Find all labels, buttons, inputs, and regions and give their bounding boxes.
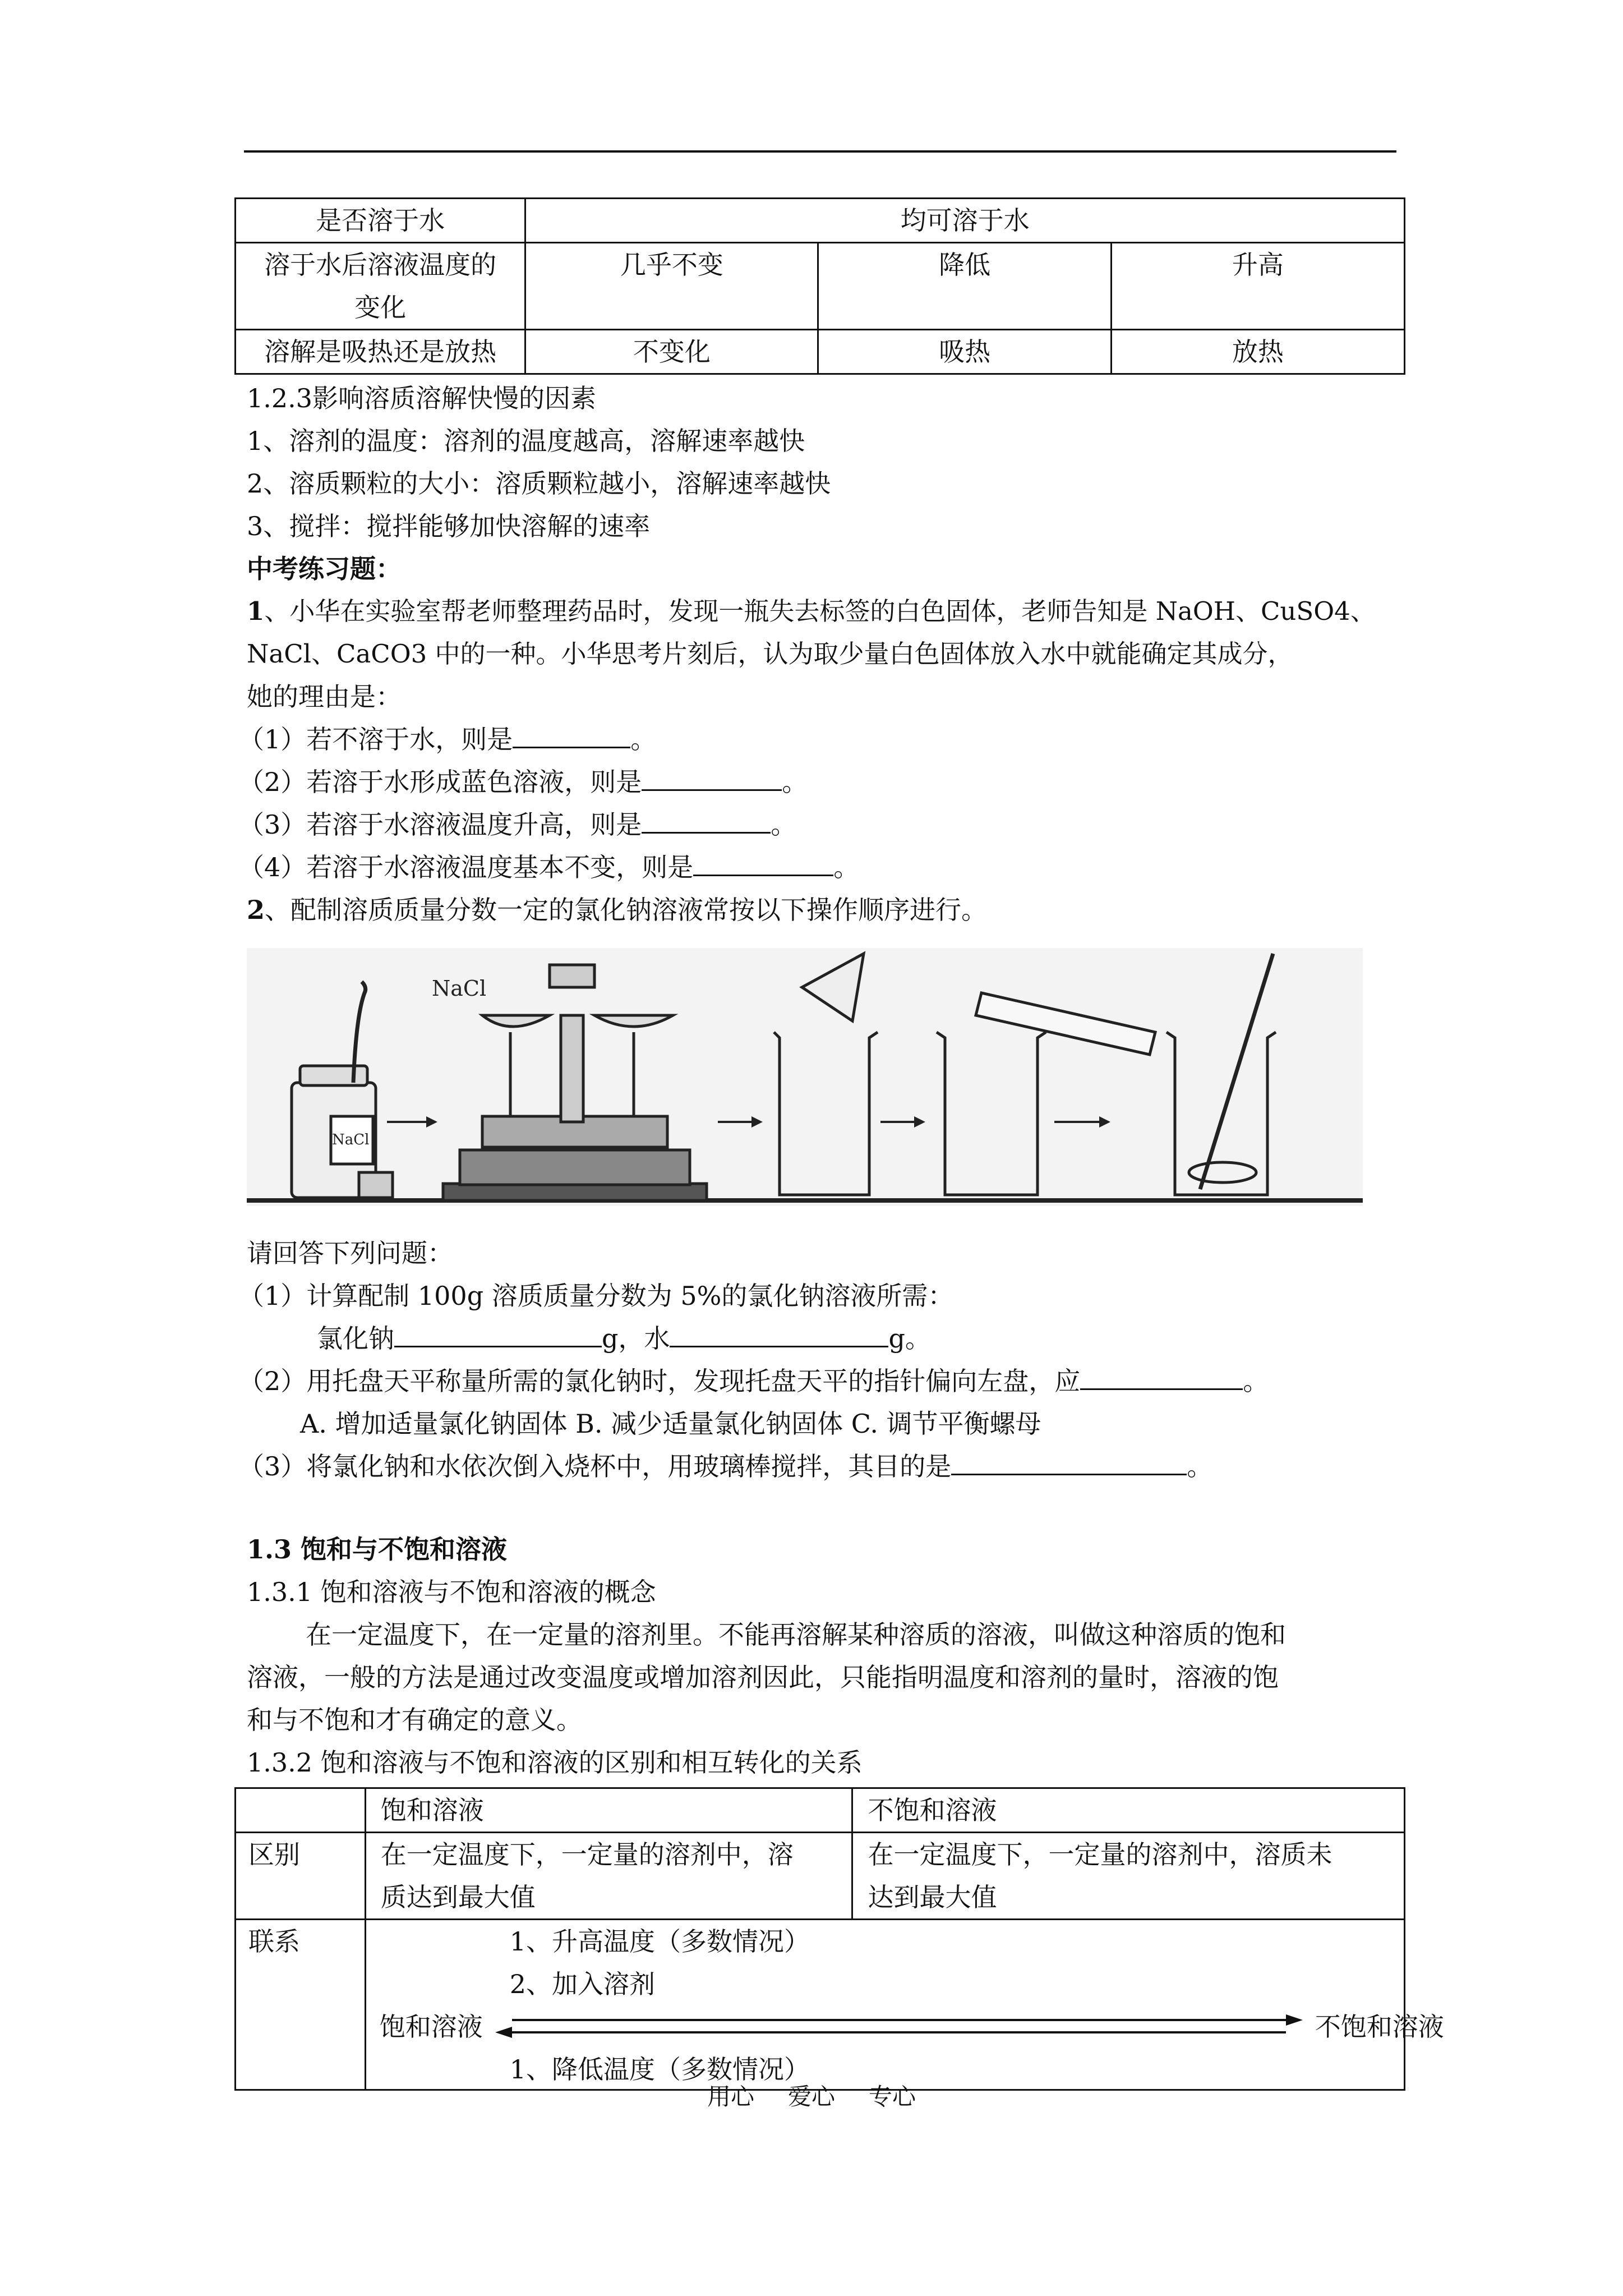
q2-part2: （2）用托盘天平称量所需的氯化钠时，发现托盘天平的指针偏向左盘，应 。 <box>238 1360 1269 1402</box>
table1-row2-cell: 几乎不变 <box>525 243 818 330</box>
table1-row1-value: 均可溶于水 <box>525 199 1405 243</box>
table1-row2-cell: 升高 <box>1111 243 1404 330</box>
saturation-table <box>234 1787 1444 2091</box>
q1-part4: （4）若溶于水溶液温度基本不变，则是 。 <box>238 846 859 889</box>
factor-item: 1、溶剂的温度：溶剂的温度越高，溶解速率越快 <box>247 426 805 456</box>
q1-line3: 她的理由是： <box>247 682 402 712</box>
table2-diff-label: 区别 <box>236 1833 366 1920</box>
exercises-heading: 中考练习题： <box>247 554 402 584</box>
section-123-heading: 1.2.3影响溶质溶解快慢的因素 <box>247 383 597 413</box>
link-up-line1: 1、升高温度（多数情况） <box>509 1926 810 1957</box>
concept-para-line: 在一定温度下，在一定量的溶剂里。不能再溶解某种溶质的溶液，叫做这种溶质的饱和 <box>306 1619 1286 1650</box>
q2-prompt: 请回答下列问题： <box>247 1238 453 1268</box>
q1-part3: （3）若溶于水溶液温度升高，则是 。 <box>238 803 796 846</box>
table2-header-unsaturated: 不饱和溶液 <box>852 1788 1405 1833</box>
q1-part1: （1）若不溶于水，则是 。 <box>238 718 656 761</box>
table2-diff-saturated: 在一定温度下，一定量的溶剂中，溶 质达到最大值 <box>365 1833 852 1920</box>
q2-intro: 2、配制溶质质量分数一定的氯化钠溶液常按以下操作顺序进行。 <box>247 895 988 925</box>
factor-item: 2、溶质颗粒的大小：溶质颗粒越小，溶解速率越快 <box>247 468 831 499</box>
solubility-table <box>234 197 1405 375</box>
footer-word: 用心 <box>707 2083 754 2110</box>
q2-part1-blanks: 氯化钠 g，水 g。 <box>317 1317 931 1360</box>
concept-para-line: 溶液，一般的方法是通过改变温度或增加溶剂因此，只能指明温度和溶剂的量时，溶液的饱 <box>247 1662 1279 1692</box>
q2-part3: （3）将氯化钠和水依次倒入烧杯中，用玻璃棒搅拌，其目的是 。 <box>238 1445 1212 1488</box>
factor-item: 3、搅拌：搅拌能够加快溶解的速率 <box>247 511 651 541</box>
table1-row2-cell: 降低 <box>818 243 1111 330</box>
table2-header-saturated: 饱和溶液 <box>365 1788 852 1833</box>
link-left-label: 饱和溶液 <box>379 2012 483 2042</box>
nacl-solution-procedure-figure <box>247 948 1363 1206</box>
table2-diff-unsaturated: 在一定温度下，一定量的溶剂中，溶质未 达到最大值 <box>852 1833 1405 1920</box>
table1-row3-label: 溶解是吸热还是放热 <box>236 330 525 374</box>
table2-header-empty <box>236 1788 366 1833</box>
footer-word: 专心 <box>869 2083 916 2110</box>
link-down-line1: 1、降低温度（多数情况） <box>509 2054 810 2085</box>
table2-link-label: 联系 <box>236 1920 366 2090</box>
q1-part2: （2）若溶于水形成蓝色溶液，则是 。 <box>238 761 808 803</box>
conversion-arrows-icon <box>495 2010 1303 2044</box>
section-132-heading: 1.3.2 饱和溶液与不饱和溶液的区别和相互转化的关系 <box>247 1747 863 1778</box>
q1-line1: 1、小华在实验室帮老师整理药品时，发现一瓶失去标签的白色固体，老师告知是 NaOH、CuSO4、 <box>247 596 1376 626</box>
page-footer <box>0 2078 1623 2112</box>
link-right-label: 不饱和溶液 <box>1315 2012 1444 2042</box>
table2-link-cell <box>365 1920 1444 2090</box>
section-13-heading: 1.3 饱和与不饱和溶液 <box>247 1534 508 1565</box>
link-up-line2: 2、加入溶剂 <box>509 1969 655 1999</box>
jar-label: NaCl <box>332 1131 370 1148</box>
table1-row1-label: 是否溶于水 <box>236 199 525 243</box>
concept-para-line: 和与不饱和才有确定的意义。 <box>247 1705 582 1735</box>
table1-row3-cell: 吸热 <box>818 330 1111 374</box>
q1-line2: NaCl、CaCO3 中的一种。小华思考片刻后，认为取少量白色固体放入水中就能确定其成分， <box>247 639 1293 669</box>
section-131-heading: 1.3.1 饱和溶液与不饱和溶液的概念 <box>247 1577 656 1607</box>
table1-row2-label: 溶于水后溶液温度的 变化 <box>236 243 525 330</box>
footer-word: 爱心 <box>787 2083 835 2110</box>
header-rule <box>244 150 1396 153</box>
table1-row3-cell: 放热 <box>1111 330 1404 374</box>
q2-part2-options: A. 增加适量氯化钠固体 B. 减少适量氯化钠固体 C. 调节平衡螺母 <box>300 1409 1041 1439</box>
balance-label: NaCl <box>432 976 487 1001</box>
table1-row3-cell: 不变化 <box>525 330 818 374</box>
q2-part1: （1）计算配制 100g 溶质质量分数为 5%的氯化钠溶液所需： <box>238 1281 954 1311</box>
